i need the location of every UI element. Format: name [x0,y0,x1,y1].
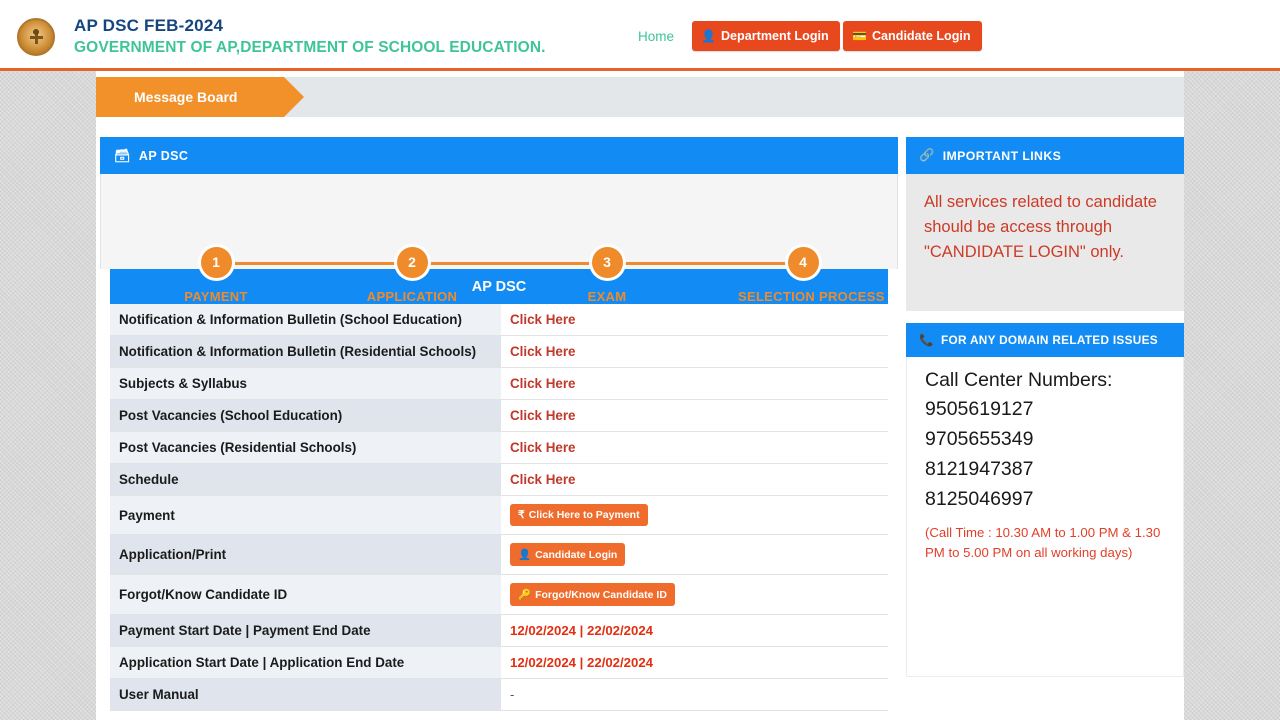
table-row [110,496,888,535]
phone-icon: 📞 [919,333,934,347]
click-here-link[interactable]: Click Here [510,408,576,423]
row-value [501,336,888,368]
site-header [0,0,1280,71]
page-title: AP DSC FEB-2024 [74,16,224,35]
message-board-label: Message Board [134,89,238,105]
user-icon: 👤 [518,549,532,561]
domain-issues-title: FOR ANY DOMAIN RELATED ISSUES [941,333,1158,347]
nav-home-link[interactable]: Home [638,29,675,44]
step-label: APPLICATION [366,289,458,304]
stepper-connector-line [216,262,804,265]
message-board-tab[interactable] [96,77,284,117]
row-label: Subjects & Syllabus [110,368,501,400]
row-value [501,400,888,432]
table-row [110,400,888,432]
click-here-link[interactable]: Click Here [510,440,576,455]
ap-government-emblem-icon [17,18,55,56]
row-value [501,464,888,496]
call-center-number: 9705655349 [925,428,1034,450]
row-value [501,432,888,464]
row-value [501,679,888,711]
important-links-title: IMPORTANT LINKS [942,148,1062,163]
ap-dsc-panel-title: AP DSC [138,148,189,163]
row-label: Payment Start Date | Payment End Date [110,615,501,647]
table-row [110,575,888,615]
call-center-number: 8125046997 [925,488,1034,510]
row-label: Post Vacancies (School Education) [110,400,501,432]
row-label: Notification & Information Bulletin (Residential Schools) [110,336,501,368]
stepper-step-application [347,247,477,304]
step-number: 2 [397,247,428,278]
table-row [110,647,888,679]
payment-button-label: Click Here to Payment [528,509,640,521]
forgot-candidate-id-label: Forgot/Know Candidate ID [535,588,667,601]
step-label: SELECTION PROCESS [738,289,885,304]
table-row [110,679,888,711]
department-login-button[interactable] [692,21,840,51]
important-links-header [906,137,1184,174]
call-center-number: 8121947387 [925,458,1034,480]
rupee-icon: ₹ [518,509,525,521]
row-label: Forgot/Know Candidate ID [110,575,501,615]
page-subtitle: GOVERNMENT OF AP,DEPARTMENT OF SCHOOL EDUCATION. [74,39,546,56]
important-links-body [906,174,1184,311]
row-label: Post Vacancies (Residential Schools) [110,432,501,464]
row-value [501,368,888,400]
main-content [96,117,1184,720]
row-value [501,304,888,336]
forgot-candidate-id-button[interactable] [510,583,675,606]
click-here-link[interactable]: Click Here [510,376,576,391]
click-here-link[interactable]: Click Here [510,344,576,359]
step-number: 3 [592,247,623,278]
row-label: Payment [110,496,501,535]
row-value [501,647,888,679]
user-manual-value: - [510,687,515,702]
row-value [501,496,888,535]
payment-button[interactable] [510,504,648,526]
stepper-step-exam [542,247,672,304]
id-card-icon: 💳 [852,29,867,43]
table-row [110,535,888,575]
ap-dsc-table-title: AP DSC [110,269,888,304]
row-value [501,535,888,575]
key-icon: 🔑 [518,589,532,601]
row-label: Application Start Date | Application End Date [110,647,501,679]
site-title-block [74,16,546,57]
call-center-title: Call Center Numbers: [925,369,1113,391]
link-icon: 🔗 [919,148,935,162]
application-dates: 12/02/2024 | 22/02/2024 [510,655,654,670]
candidate-login-button[interactable] [843,21,982,51]
row-value [501,615,888,647]
table-row [110,615,888,647]
call-center-number: 9505619127 [925,398,1034,420]
domain-issues-body [906,357,1184,677]
department-login-label: Department Login [720,29,829,43]
candidate-login-row-label: Candidate Login [535,548,618,561]
table-row [110,368,888,400]
stepper-step-payment [151,247,281,304]
row-label: Schedule [110,464,501,496]
table-row [110,336,888,368]
card-icon: 🗃 [114,147,131,163]
step-label: EXAM [587,289,627,304]
sidebar [906,137,1184,720]
step-number: 4 [788,247,819,278]
click-here-link[interactable]: Click Here [510,472,576,487]
click-here-link[interactable]: Click Here [510,312,576,327]
payment-dates: 12/02/2024 | 22/02/2024 [510,623,654,638]
step-label: PAYMENT [184,289,248,304]
row-label: Application/Print [110,535,501,575]
ap-dsc-table [110,304,888,711]
row-value [501,575,888,615]
row-label: User Manual [110,679,501,711]
stepper-step-selection-process [738,247,885,304]
ap-dsc-panel [100,137,898,720]
candidate-login-label: Candidate Login [871,29,971,43]
table-row [110,432,888,464]
user-icon: 👤 [701,29,716,43]
row-label: Notification & Information Bulletin (School Education) [110,304,501,336]
ap-dsc-panel-header [100,137,898,174]
step-number: 1 [201,247,232,278]
call-center-timing: (Call Time : 10.30 AM to 1.00 PM & 1.30 PM to 5.00 PM on all working days) [925,525,1161,560]
table-row [110,304,888,336]
table-row [110,464,888,496]
candidate-login-row-button[interactable] [510,543,625,566]
important-links-notice: All services related to candidate should be access through "CANDIDATE LOGIN" only. [924,193,1157,261]
domain-issues-header [906,323,1184,357]
